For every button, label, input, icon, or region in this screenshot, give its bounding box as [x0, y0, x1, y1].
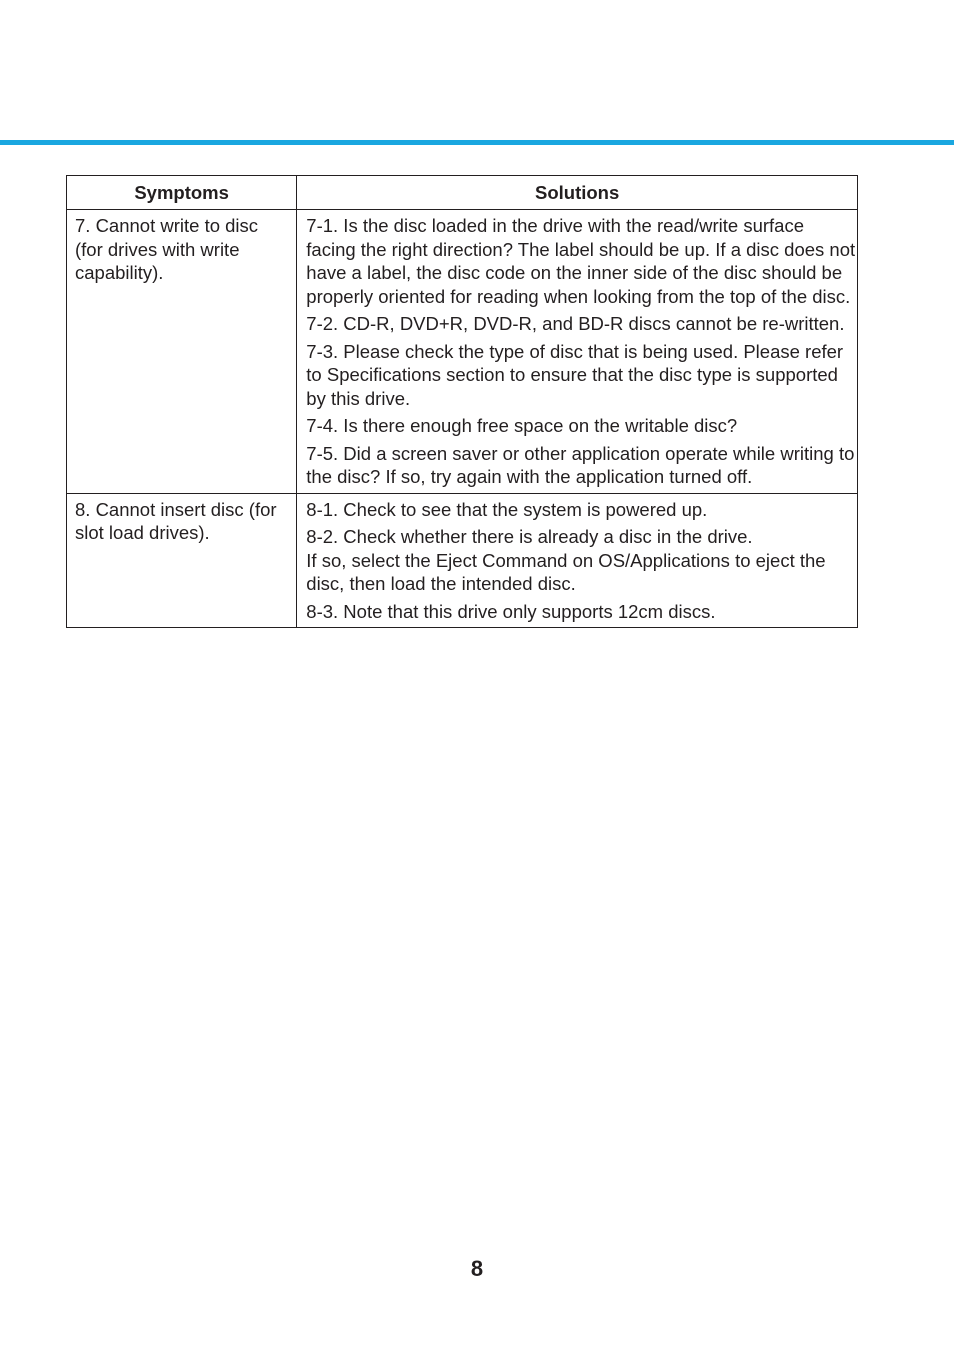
solution-item-continuation: If so, select the Eject Command on OS/Applications to eject the disc, then load the intended disc.	[306, 549, 826, 594]
solution-item: 8-1. Check to see that the system is powered up.	[306, 498, 708, 520]
solution-item: 7-4. Is there enough free space on the writable disc?	[306, 415, 738, 436]
solution-item: 7-5. Did a screen saver or other application operate while writing to the disc? If so, try again with the application turned off.	[306, 442, 855, 487]
symptom-cell: 7. Cannot write to disc (for drives with write capability).	[67, 210, 297, 494]
solutions-column-header: Solutions	[297, 176, 858, 210]
solution-item: 7-2. CD-R, DVD+R, DVD-R, and BD-R discs cannot be re-written.	[306, 313, 845, 334]
solution-item: 7-1. Is the disc loaded in the drive with the read/write surface facing the right direction? The label should be up. If a disc does not have a label, the disc code on the inner side of the disc should be properly oriented for reading when looking from the top of the disc.	[306, 215, 856, 307]
symptom-cell: 8. Cannot insert disc (for slot load drives).	[67, 493, 297, 628]
solution-item: 8-3. Note that this drive only supports 12cm discs.	[306, 600, 716, 622]
solutions-cell	[297, 493, 858, 628]
page-number: 8	[470, 1256, 484, 1281]
table-row	[67, 210, 858, 494]
troubleshooting-table	[66, 175, 858, 628]
table-row	[67, 493, 858, 628]
table-header-row	[67, 176, 858, 210]
solution-item: 8-2. Check whether there is already a disc in the drive.	[306, 526, 753, 547]
header-accent-rule	[0, 140, 954, 145]
solution-item: 7-3. Please check the type of disc that is being used. Please refer to Specifications section to ensure that the disc type is supported by this drive.	[306, 340, 844, 409]
symptoms-column-header: Symptoms	[67, 176, 297, 210]
solutions-cell	[297, 210, 858, 494]
